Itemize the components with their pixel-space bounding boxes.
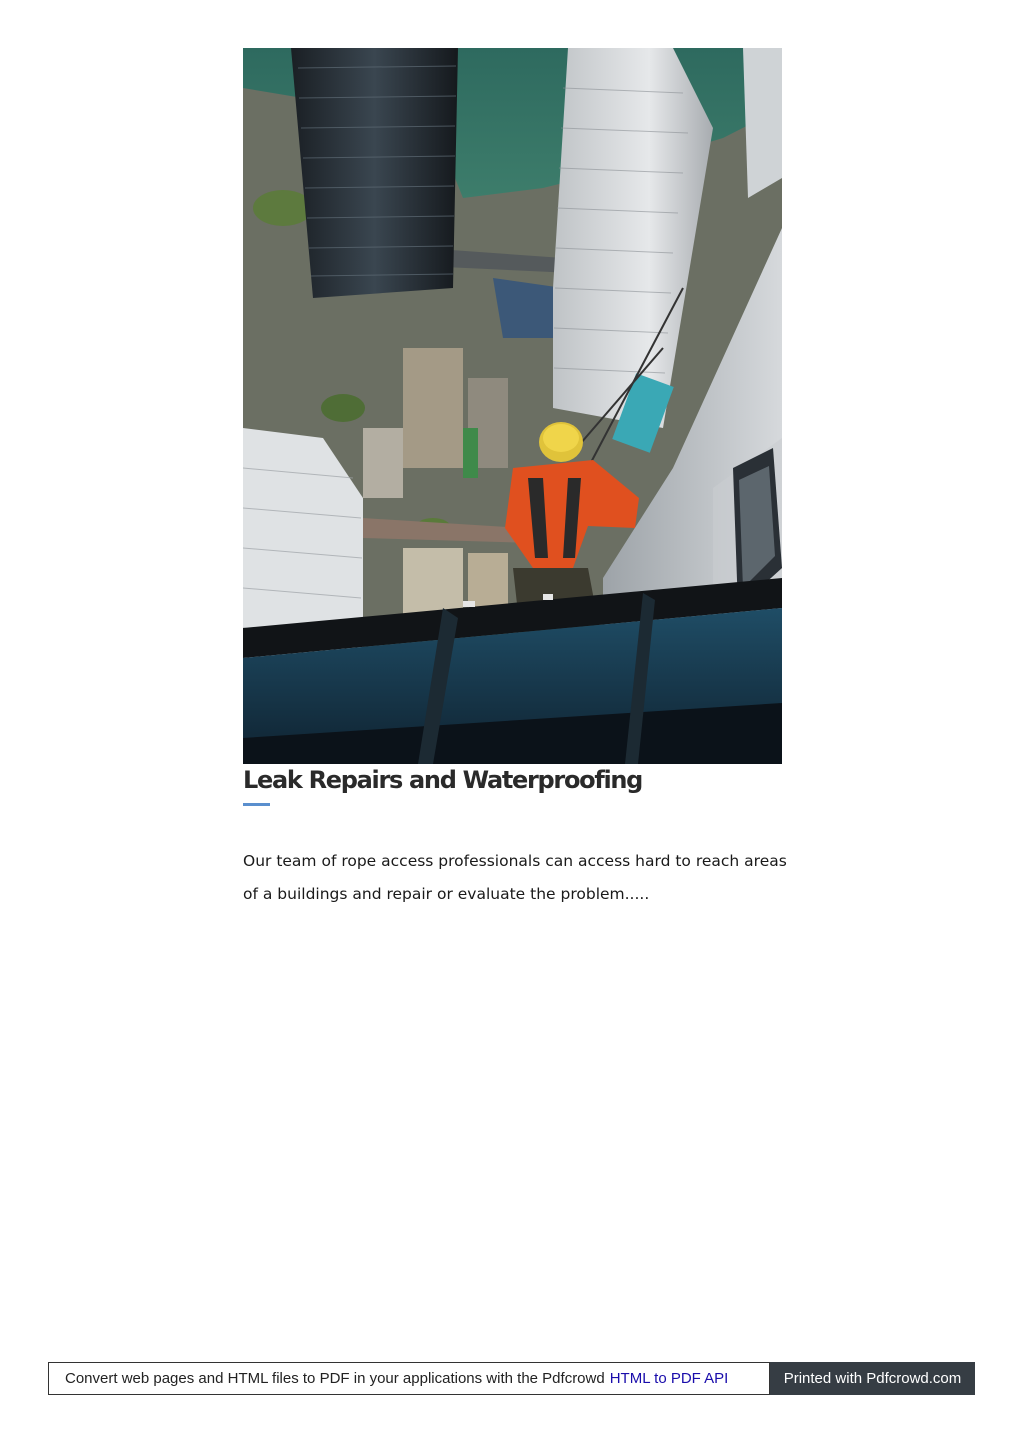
rope-access-worker-photo xyxy=(243,48,782,764)
html-to-pdf-api-link[interactable]: HTML to PDF API xyxy=(609,1370,729,1387)
banner-message xyxy=(48,1362,770,1395)
article-body-text: Our team of rope access professionals can access hard to reach areas of a buildings and repair or evaluate the problem..... xyxy=(243,852,787,903)
article-title: Leak Repairs and Waterproofing xyxy=(243,766,643,794)
banner-text: Convert web pages and HTML files to PDF in your applications with the Pdfcrowd xyxy=(65,1370,605,1387)
title-accent-underline xyxy=(243,803,270,806)
photo-illustration xyxy=(243,48,782,764)
pdfcrowd-banner xyxy=(48,1362,975,1395)
printed-with-pdfcrowd-link[interactable]: Printed with Pdfcrowd.com xyxy=(770,1362,975,1395)
